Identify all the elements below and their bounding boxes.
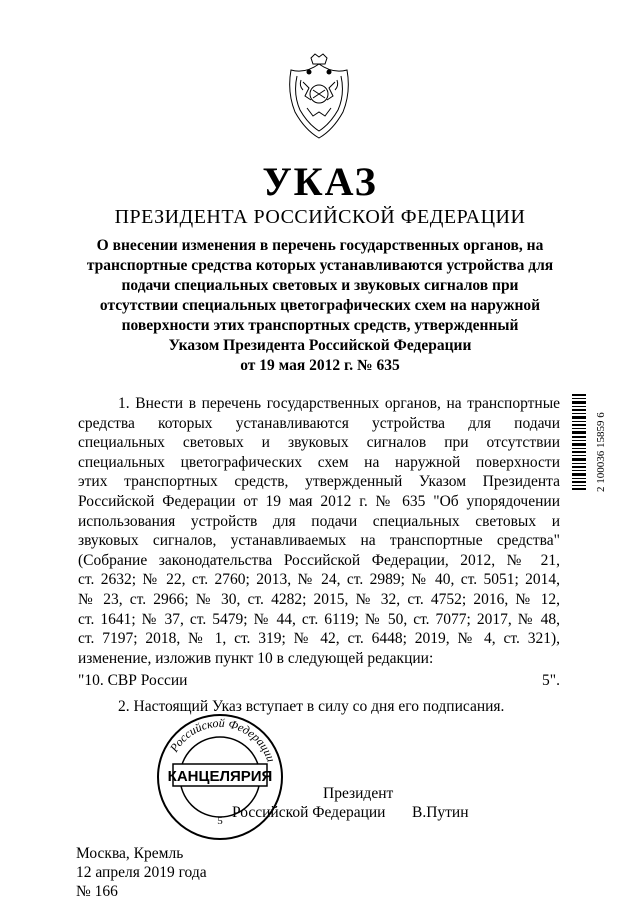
- paragraph-line: изменение, изложив пункт 10 в следующей редакции:: [78, 649, 434, 667]
- chancellery-seal-stamp: [155, 712, 285, 842]
- heading-line: Указом Президента Российской Федерации: [168, 337, 472, 354]
- paragraph-line: (Собрание законодательства Российской Федерации, 2012, № 21,: [78, 551, 560, 569]
- decree-heading: [64, 236, 576, 376]
- document-title: УКАЗ: [262, 159, 378, 204]
- heading-line: отсутствии специальных цветографических схем на наружной: [99, 297, 541, 314]
- list-entry-label: "10. СВР России: [78, 672, 188, 689]
- heading-line: подачи специальных световых и звуковых сигналов при: [121, 277, 519, 294]
- signature-position-line2: Российской Федерации: [232, 804, 386, 821]
- heading-line: поверхности этих транспортных средств, утвержденный: [121, 317, 519, 334]
- document-subtitle: ПРЕЗИДЕНТА РОССИЙСКОЙ ФЕДЕРАЦИИ: [114, 206, 526, 228]
- paragraph-line: № 23, ст. 2966; № 30, ст. 4282; 2015, № 32, ст. 4752; 2016, № 12,: [78, 590, 560, 608]
- coat-of-arms-emblem: [283, 52, 355, 142]
- list-entry-value: 5".: [542, 672, 560, 689]
- paragraph-line: ст. 2632; № 22, ст. 2760; 2013, № 24, ст. 2989; № 40, ст. 5051; 2014,: [78, 571, 560, 589]
- paragraph-line: специальных цветографических схем на наружной поверхности: [78, 453, 560, 471]
- signature-name: В.Путин: [412, 804, 469, 821]
- paragraph-line: звуковых сигналов, устанавливаемых на транспортные средства": [78, 532, 560, 550]
- place-date-number: [76, 844, 207, 901]
- stamp-ring-text: Российской Федерации: [166, 715, 279, 764]
- paragraph-line: специальных световых и звуковых сигналов при отсутствии: [78, 434, 560, 452]
- paragraph-line: ст. 7197; 2018, № 1, ст. 319; № 42, ст. 6448; 2019, № 4, ст. 321),: [78, 630, 560, 648]
- paragraph-1: [78, 394, 560, 668]
- date: 12 апреля 2019 года: [76, 864, 207, 881]
- paragraph-line: использования устройств для подачи специальных световых и: [78, 512, 560, 530]
- decree-number: № 166: [76, 883, 118, 900]
- heading-line: О внесении изменения в перечень государственных органов, на: [96, 237, 544, 254]
- paragraph-line: средства которых устанавливаются устройства для подачи: [78, 414, 560, 432]
- heading-line: транспортные средства которых устанавливаются устройства для: [86, 257, 554, 274]
- signature-position: Президент: [323, 785, 394, 802]
- paragraph-line: ст. 1641; № 37, ст. 5479; № 44, ст. 6119; № 50, ст. 7077; 2017, № 48,: [78, 610, 560, 628]
- side-document-number: 2 100036 15859 6: [595, 412, 607, 492]
- paragraph-line: 1. Внести в перечень государственных органов, на транспортные: [118, 395, 560, 412]
- stamp-number: 5: [217, 815, 223, 827]
- place: Москва, Кремль: [76, 845, 184, 862]
- paragraph-line: этих транспортных средств, утвержденный Указом Президента: [78, 473, 560, 491]
- stamp-center-text: КАНЦЕЛЯРИЯ: [167, 768, 273, 785]
- paragraph-2: 2. Настоящий Указ вступает в силу со дня его подписания.: [118, 698, 505, 715]
- paragraph-line: Российской Федерации от 19 мая 2012 г. № 635 "Об упорядочении: [78, 492, 560, 510]
- list-entry-10: [78, 671, 560, 691]
- heading-line: от 19 мая 2012 г. № 635: [240, 357, 400, 374]
